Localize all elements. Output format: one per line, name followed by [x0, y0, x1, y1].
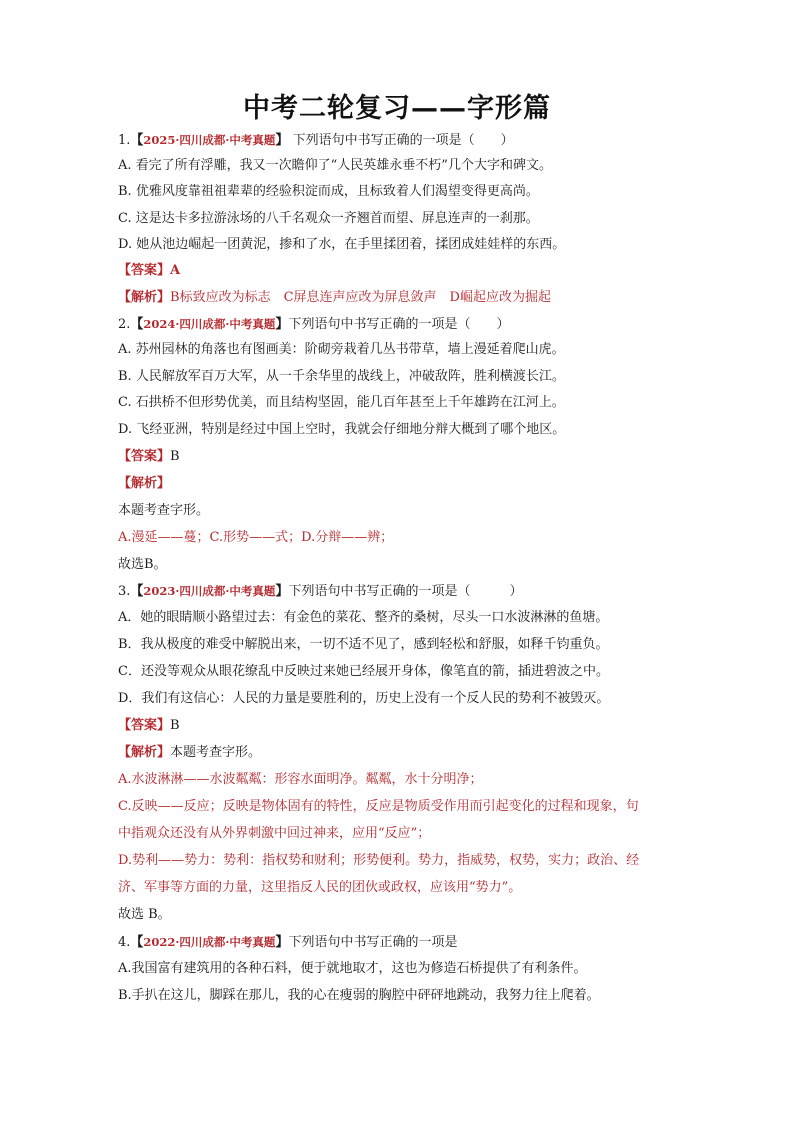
analysis-d-cont: 济、军事等方面的力量，这里指反人民的团伙或政权，应该用“势力”。: [118, 880, 522, 895]
question-number: 1.: [118, 133, 131, 148]
analysis-text: B标致应改为标志 C屏息连声应改为屏息敛声 D崛起应改为掘起: [170, 290, 551, 305]
analysis-c: C.反映——反应；反映是物体固有的特性，反应是物质受作用而引起变化的过程和现象，句: [118, 799, 639, 814]
question-number: 2.: [118, 317, 131, 332]
question-number: 4.: [118, 935, 131, 950]
analysis-intro: 本题考查字形。: [118, 503, 210, 518]
answer-line: [118, 448, 688, 466]
option-b: B．我从极度的难受中解脱出来，一切不适不见了，感到轻松和舒服，如释千钧重负。: [118, 637, 609, 652]
analysis-label: 【解析】: [118, 290, 171, 305]
source-tag: 2025·四川成都·中考真题: [143, 133, 276, 147]
answer-value: B: [170, 718, 180, 733]
question-number: 3.: [118, 584, 131, 599]
option-a: A. 看完了所有浮雕，我又一次瞻仰了“人民英雄永垂不朽”几个大字和碑文。: [118, 158, 552, 173]
analysis-label: 【解析】: [118, 745, 171, 760]
analysis-line: [118, 744, 688, 762]
option-c: C. 这是达卡多拉游泳场的八千名观众一齐翘首而望、屏息连声的一刹那。: [118, 211, 539, 226]
analysis-text: A.漫延——蔓；C.形势——式；D.分辩——辨；: [118, 530, 394, 545]
question-text: 下列语句中书写正确的一项是（ ）: [292, 133, 514, 148]
option-a: A. 苏州园林的角落也有图画美：阶砌旁栽着几丛书带草，墙上漫延着爬山虎。: [118, 342, 565, 357]
question-text: 下列语句中书写正确的一项是: [288, 935, 458, 950]
analysis-line: [118, 289, 688, 307]
option-d: D．我们有这信心：人民的力量是要胜利的，历史上没有一个反人民的势利不被毁灭。: [118, 691, 610, 706]
option-b: B.手扒在这儿，脚踩在那儿，我的心在瘦弱的胸腔中砰砰地跳动，我努力往上爬着。: [118, 988, 600, 1003]
option-b: B. 人民解放军百万大军，从一千余华里的战线上，冲破敌阵，胜利横渡长江。: [118, 369, 565, 384]
answer-label: 【答案】: [118, 718, 171, 733]
analysis-a: A.水波淋淋——水波粼粼：形容水面明净。粼粼，水十分明净；: [118, 772, 483, 787]
question-4-stem: 4.【2022·四川成都·中考真题】下列语句中书写正确的一项是: [118, 935, 458, 950]
question-text: 下列语句中书写正确的一项是（ ）: [288, 584, 523, 599]
analysis-d: D.势利——势力：势利：指权势和财利；形势便利。势力，指威势，权势，实力；政治、经: [118, 853, 640, 868]
option-a: A.我国富有建筑用的各种石料，便于就地取才，这也为修造石桥提供了有利条件。: [118, 961, 587, 976]
source-tag: 2023·四川成都·中考真题: [143, 584, 276, 598]
analysis-intro: 本题考查字形。: [170, 745, 262, 760]
analysis-line: [118, 475, 688, 493]
answer-line: [118, 717, 688, 735]
option-c: C．还没等观众从眼花缭乱中反映过来她已经展开身体，像笔直的箭，插进碧波之中。: [118, 664, 609, 679]
conclusion-text: 故选B。: [118, 557, 167, 572]
answer-label: 【答案】: [118, 449, 171, 464]
analysis-c-cont: 中指观众还没有从外界刺激中回过神来，应用“反应”；: [118, 826, 431, 841]
source-tag: 2022·四川成都·中考真题: [143, 935, 276, 949]
page-title: 中考二轮复习——字形篇: [243, 93, 551, 124]
question-2-stem: 2.【2024·四川成都·中考真题】下列语句中书写正确的一项是（ ）: [118, 317, 510, 332]
option-a: A．她的眼睛顺小路望过去：有金色的菜花、整齐的桑树，尽头一口水波淋淋的鱼塘。: [118, 610, 609, 625]
answer-label: 【答案】: [118, 263, 171, 278]
answer-line: [118, 262, 688, 280]
question-1-stem: 1.【2025·四川成都·中考真题】 下列语句中书写正确的一项是（ ）: [118, 133, 514, 148]
answer-value: B: [170, 449, 180, 464]
source-tag: 2024·四川成都·中考真题: [143, 317, 276, 331]
option-d: D. 她从池边崛起一团黄泥，掺和了水，在手里揉团着，揉团成娃娃样的东西。: [118, 237, 566, 252]
answer-value: A: [170, 263, 181, 278]
option-b: B. 优雅风度靠祖祖辈辈的经验积淀而成，且标致着人们渴望变得更高尚。: [118, 184, 539, 199]
option-d: D. 飞经亚洲，特别是经过中国上空时，我就会仔细地分辩大概到了哪个地区。: [118, 422, 566, 437]
option-c: C. 石拱桥不但形势优美，而且结构坚固，能几百年甚至上千年雄跨在江河上。: [118, 395, 565, 410]
question-text: 下列语句中书写正确的一项是（ ）: [288, 317, 510, 332]
question-3-stem: 3.【2023·四川成都·中考真题】下列语句中书写正确的一项是（ ）: [118, 584, 523, 599]
conclusion-text: 故选 B。: [118, 907, 171, 922]
analysis-label: 【解析】: [118, 476, 171, 491]
